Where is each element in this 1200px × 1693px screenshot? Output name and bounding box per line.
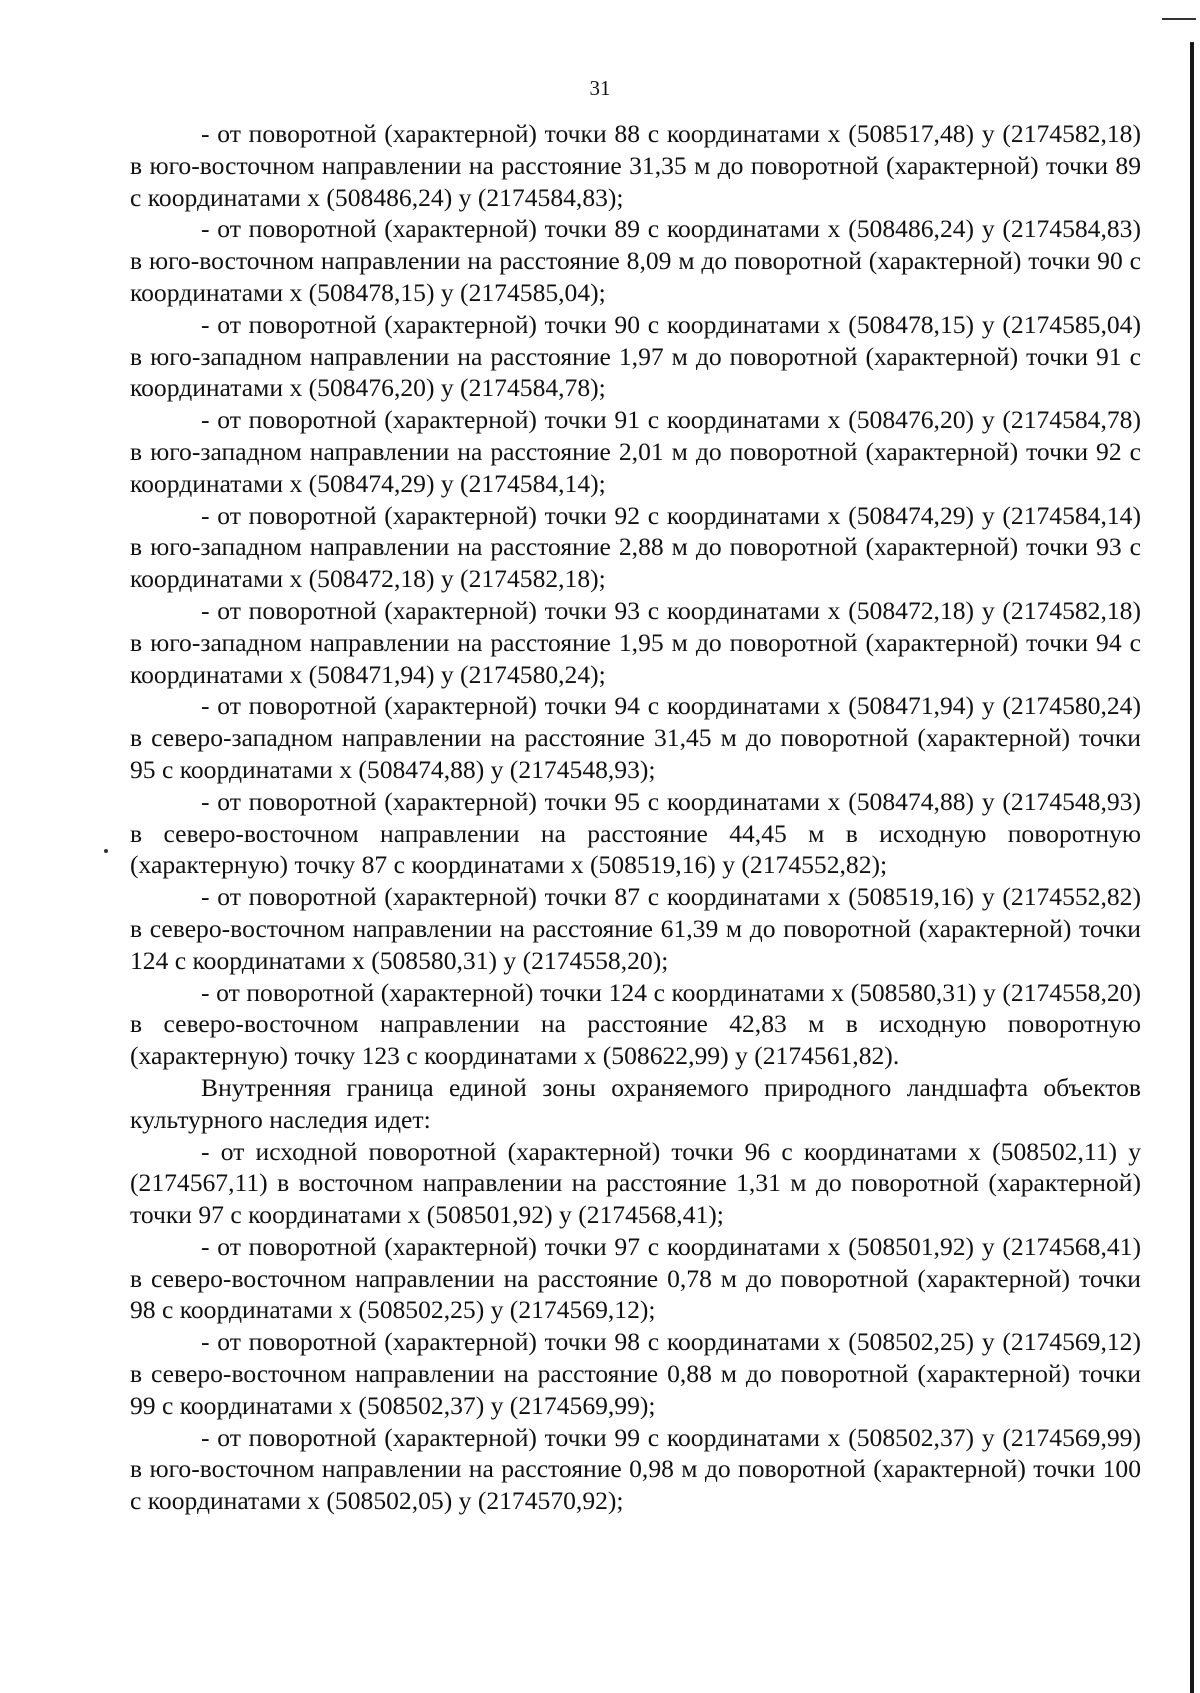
paragraph: - от поворотной (характерной) точки 99 с координатами х (508502,37) у (2174569,99) в юго-восточном направлении на расстояние 0,98 м до поворотной (характерной) точки 100 с координатами х (508502,05) у (2174570,92);: [130, 1422, 1141, 1516]
paragraph: - от поворотной (характерной) точки 89 с координатами х (508486,24) у (2174584,83) в юго-восточном направлении на расстояние 8,09 м до поворотной (характерной) точки 90 с координатами х (508478,15) у (2174585,04);: [130, 214, 1141, 307]
paragraph: - от поворотной (характерной) точки 97 с координатами х (508501,92) у (2174568,41) в северо-восточном направлении на расстояние 0,78 м до поворотной (характерной) точки 98 с координатами х (508502,25) у (2174569,12);: [130, 1231, 1141, 1325]
paragraph: - от поворотной (характерной) точки 93 с координатами х (508472,18) у (2174582,18) в юго-западном направлении на расстояние 1,95 м до поворотной (характерной) точки 94 с координатами х (508471,94) у (2174580,24);: [130, 595, 1141, 689]
paragraph: - от поворотной (характерной) точки 124 с координатами х (508580,31) у (2174558,20) в северо-восточном направлении на расстояние 42,83 м в исходную поворотную (характерную) точку 123 с координатами х (508622,99) у (2174561,82).: [130, 977, 1141, 1071]
page-number: 31: [589, 76, 611, 100]
paragraph: - от поворотной (характерной) точки 98 с координатами х (508502,25) у (2174569,12) в северо-восточном направлении на расстояние 0,88 м до поворотной (характерной) точки 99 с координатами х (508502,37) у (2174569,99);: [130, 1327, 1141, 1420]
scan-dot: [104, 849, 108, 853]
paragraph: - от поворотной (характерной) точки 92 с координатами х (508474,29) у (2174584,14) в юго-западном направлении на расстояние 2,88 м до поворотной (характерной) точки 93 с координатами х (508472,18) у (2174582,18);: [130, 500, 1141, 594]
paragraph: - от поворотной (характерной) точки 91 с координатами х (508476,20) у (2174584,78) в юго-западном направлении на расстояние 2,01 м до поворотной (характерной) точки 92 с координатами х (508474,29) у (2174584,14);: [130, 405, 1141, 498]
document-body: [130, 118, 1141, 1517]
scan-edge-line: [1190, 42, 1194, 1693]
scan-mark: [1162, 18, 1196, 20]
paragraph: - от исходной поворотной (характерной) точки 96 с координатами х (508502,11) у (2174567,11) в восточном направлении на расстояние 1,31 м до поворотной (характерной) точки 97 с координатами х (508501,92) у (2174568,41);: [130, 1136, 1141, 1230]
paragraph: - от поворотной (характерной) точки 95 с координатами х (508474,88) у (2174548,93) в северо-восточном направлении на расстояние 44,45 м в исходную поворотную (характерную) точку 87 с координатами х (508519,16) у (2174552,82);: [130, 786, 1141, 880]
paragraph: - от поворотной (характерной) точки 94 с координатами х (508471,94) у (2174580,24) в северо-западном направлении на расстояние 31,45 м до поворотной (характерной) точки 95 с координатами х (508474,88) у (2174548,93);: [130, 691, 1141, 784]
paragraph: - от поворотной (характерной) точки 88 с координатами х (508517,48) у (2174582,18) в юго-восточном направлении на расстояние 31,35 м до поворотной (характерной) точки 89 с координатами х (508486,24) у (2174584,83);: [130, 119, 1141, 212]
section-intro-paragraph: Внутренняя граница единой зоны охраняемого природного ландшафта объектов культурного наследия идет:: [130, 1072, 1141, 1134]
paragraph: - от поворотной (характерной) точки 90 с координатами х (508478,15) у (2174585,04) в юго-западном направлении на расстояние 1,97 м до поворотной (характерной) точки 91 с координатами х (508476,20) у (2174584,78);: [130, 309, 1141, 403]
paragraph: - от поворотной (характерной) точки 87 с координатами х (508519,16) у (2174552,82) в северо-восточном направлении на расстояние 61,39 м до поворотной (характерной) точки 124 с координатами х (508580,31) у (2174558,20);: [130, 882, 1141, 975]
